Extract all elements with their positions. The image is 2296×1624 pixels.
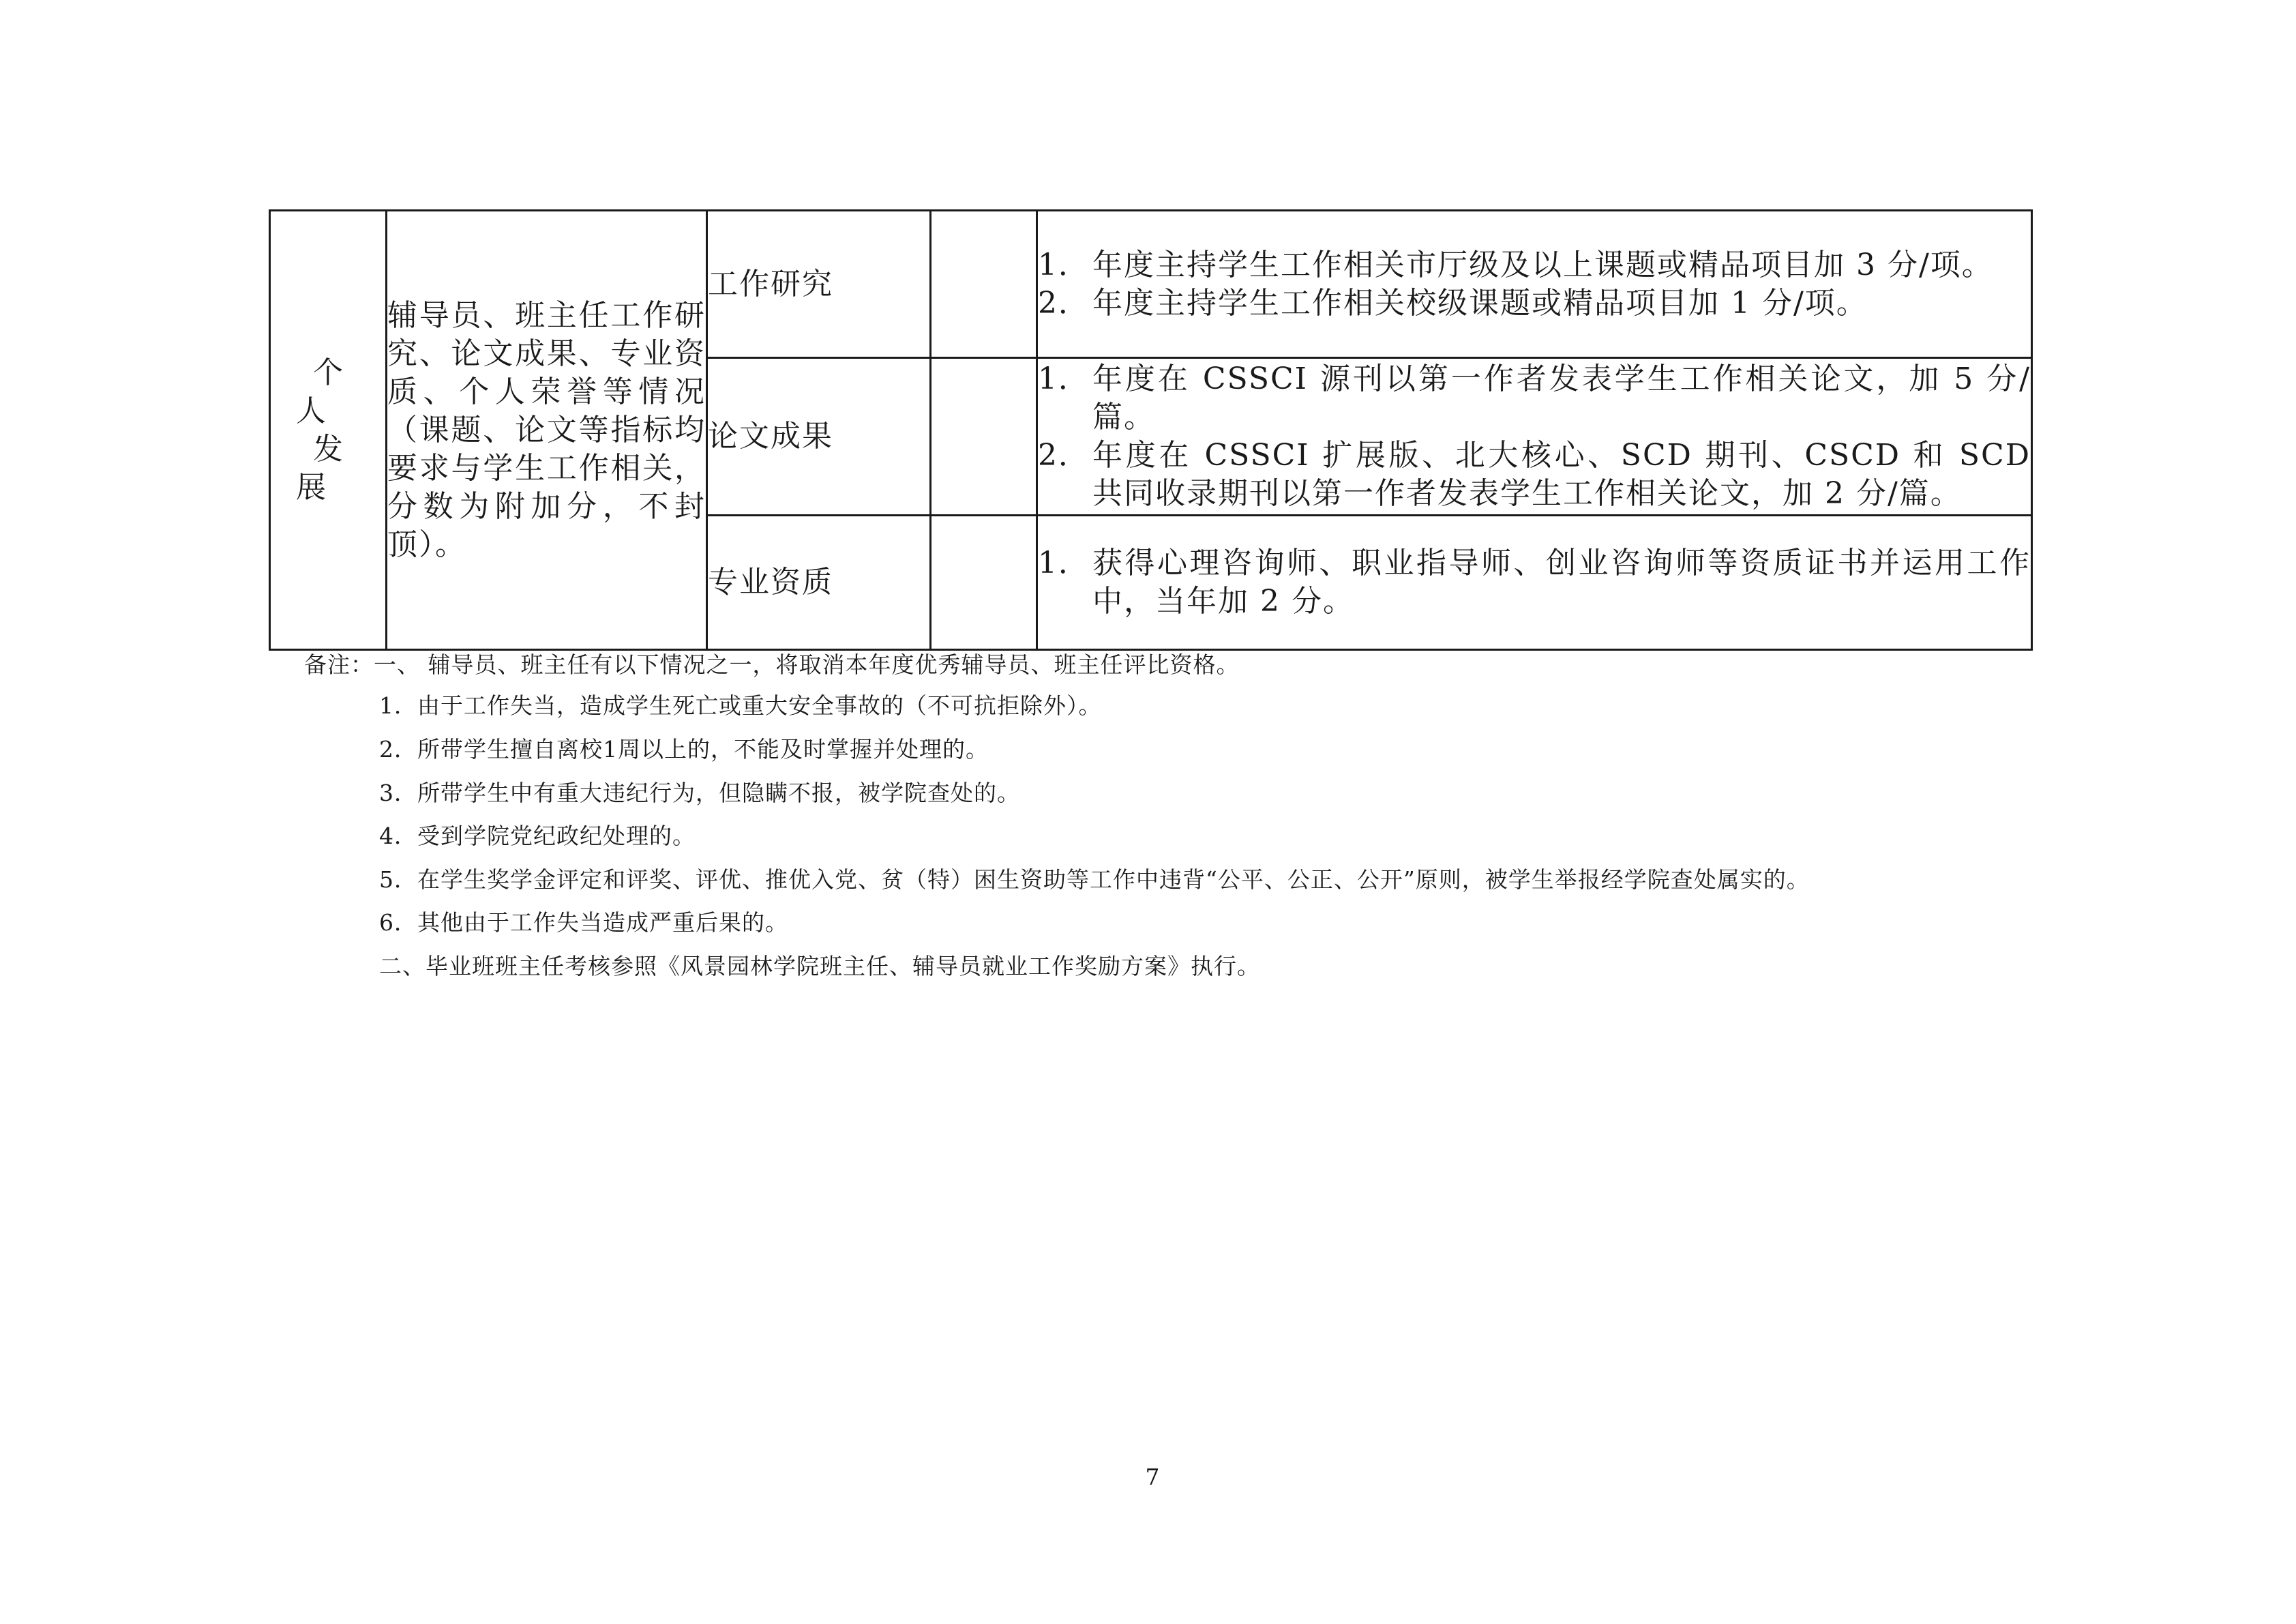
criterion-number: 1． — [1038, 361, 1090, 396]
item-cell: 工作研究 — [707, 211, 931, 358]
note-item: 5．在学生奖学金评定和评奖、评优、推优入党、贫（特）困生资助等工作中违背“公平、公正、公开”原则，被学生举报经学院查处属实的。 — [379, 866, 1810, 893]
table-row — [270, 211, 2032, 358]
category-label-line2: 发展 — [296, 431, 377, 505]
notes-section-two: 二、毕业班班主任考核参照《风景园林学院班主任、辅导员就业工作奖励方案》执行。 — [379, 953, 1260, 979]
item-cell: 专业资质 — [707, 516, 931, 650]
criterion — [1038, 246, 2031, 284]
criterion-number: 1． — [1038, 247, 1090, 282]
criterion — [1038, 360, 2031, 437]
item-cell: 论文成果 — [707, 358, 931, 516]
criterion — [1038, 544, 2031, 621]
category-label-line1: 个人 — [296, 355, 377, 428]
criteria-cell — [1037, 358, 2032, 516]
note-item: 1．由于工作失当，造成学生死亡或重大安全事故的（不可抗拒除外）。 — [379, 692, 1102, 719]
criterion — [1038, 284, 2031, 323]
note-item: 2．所带学生擅自离校1周以上的，不能及时掌握并处理的。 — [379, 736, 989, 763]
criterion-text: 年度主持学生工作相关市厅级及以上课题或精品项目加 3 分/项。 — [1092, 247, 1993, 282]
criteria-cell — [1037, 516, 2032, 650]
category-cell — [270, 211, 387, 650]
note-item: 6．其他由于工作失当造成严重后果的。 — [379, 909, 788, 936]
criterion-number: 1． — [1038, 546, 1090, 580]
description-cell: 辅导员、班主任工作研究、论文成果、专业资质、个人荣誉等情况（课题、论文等指标均要求与学生工作相关，分数为附加分，不封顶）。 — [387, 211, 707, 650]
scoring-table — [269, 209, 2033, 651]
criterion-text: 年度主持学生工作相关校级课题或精品项目加 1 分/项。 — [1092, 285, 1868, 321]
note-item: 3．所带学生中有重大违纪行为，但隐瞒不报，被学院查处的。 — [379, 780, 1020, 806]
score-cell — [931, 516, 1037, 650]
score-cell — [931, 211, 1037, 358]
criterion — [1038, 437, 2031, 513]
score-cell — [931, 358, 1037, 516]
criterion-number: 2． — [1038, 438, 1090, 473]
criteria-cell — [1037, 211, 2032, 358]
criterion-number: 2． — [1038, 285, 1090, 321]
note-item: 4．受到学院党纪政纪处理的。 — [379, 823, 696, 849]
notes-heading: 备注：一、 辅导员、班主任有以下情况之一，将取消本年度优秀辅导员、班主任评比资格。 — [304, 651, 1240, 678]
criterion-text: 年度在 CSSCI 扩展版、北大核心、SCD 期刊、CSCD 和 SCD 共同收录期刊以第一作者发表学生工作相关论文，加 2 分/篇。 — [1092, 438, 2031, 511]
page-number: 7 — [1145, 1464, 1160, 1490]
criterion-text: 年度在 CSSCI 源刊以第一作者发表学生工作相关论文，加 5 分/篇。 — [1092, 361, 2031, 434]
criterion-text: 获得心理咨询师、职业指导师、创业咨询师等资质证书并运用工作中，当年加 2 分。 — [1092, 546, 2031, 619]
